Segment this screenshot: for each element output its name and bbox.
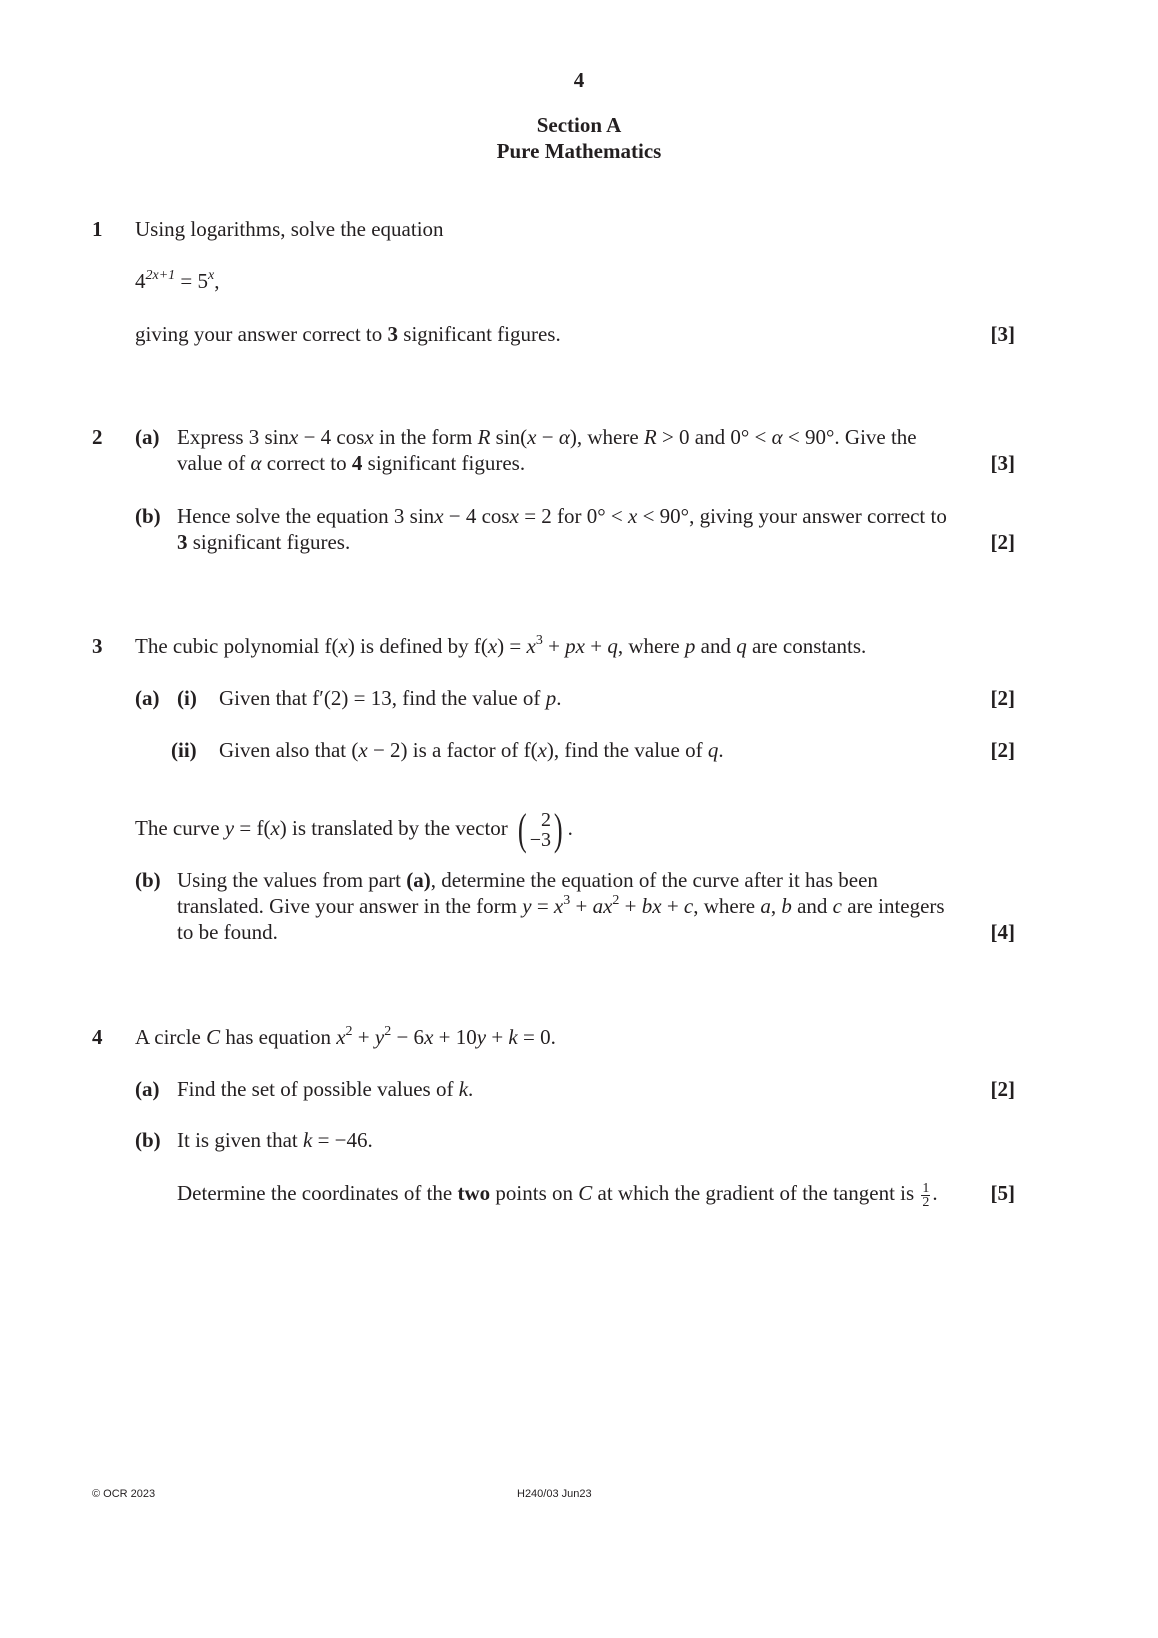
bold-text: 3 [387, 322, 399, 346]
section-subtitle: Pure Mathematics [496, 139, 662, 163]
math-variable: x [526, 634, 536, 658]
text-segment: to be found. [177, 920, 278, 944]
text-segment: + [570, 894, 593, 918]
part-label: (b) [135, 1128, 161, 1152]
math-variable: x [364, 425, 374, 449]
marks: [4] [990, 920, 1015, 944]
text-segment: ) is translated by the vector [279, 816, 508, 840]
math-variable: x [537, 738, 547, 762]
text-segment: + [619, 894, 642, 918]
math-variable: x [553, 894, 564, 918]
math-variable: ax [592, 894, 613, 918]
section-title: Section A [536, 113, 622, 137]
text-segment: The cubic polynomial f( [135, 634, 339, 658]
text-segment: + [661, 894, 684, 918]
math-variable: a [760, 894, 771, 918]
text-segment: − 4 cos [298, 425, 365, 449]
text-segment: significant figures. [187, 530, 351, 554]
text-segment: translated. Give your answer in the form [177, 894, 523, 918]
text-segment: correct to [261, 451, 352, 475]
marks: [2] [990, 1077, 1015, 1101]
question-text [135, 633, 866, 659]
part-label: (b) [135, 504, 161, 528]
math-variable: q [707, 738, 719, 762]
math-variable: x [434, 504, 444, 528]
text-segment: ), where [569, 425, 644, 449]
subpart-label: (ii) [171, 738, 197, 762]
text-segment: giving your answer correct to [135, 322, 388, 346]
math-variable: c [683, 894, 694, 918]
part-text [177, 424, 917, 450]
text-segment: value of [177, 451, 251, 475]
text-segment: . [468, 1077, 474, 1101]
superscript: 2 [384, 1024, 392, 1039]
superscript: 3 [535, 633, 543, 648]
text-segment: > 0 and 0° < [656, 425, 772, 449]
math-variable: y [224, 816, 235, 840]
superscript: 2x+1 [145, 268, 176, 283]
math-variable: x [487, 634, 498, 658]
punctuation: . [932, 1181, 938, 1205]
fraction-numerator: 1 [922, 1180, 930, 1196]
text-segment: + [585, 634, 608, 658]
marks: [2] [990, 686, 1015, 710]
footer-copyright: © OCR 2023 [92, 1488, 156, 1500]
bold-text: 4 [351, 451, 363, 475]
part-text [177, 1127, 373, 1153]
vector-bottom: −3 [529, 829, 551, 852]
math-variable: bx [641, 894, 662, 918]
text-segment: , determine the equation of the curve after it has been [430, 868, 878, 892]
question-text [135, 216, 444, 242]
question-text [135, 321, 561, 347]
math-variable: p [684, 634, 696, 658]
punctuation: . [567, 816, 573, 840]
math-variable: x [527, 425, 537, 449]
text-segment: are constants. [746, 634, 867, 658]
math-variable: k [508, 1025, 518, 1049]
math-variable: α [558, 425, 570, 449]
text-segment: − 6 [391, 1025, 425, 1049]
text-segment: , [770, 894, 782, 918]
fraction-denominator: 2 [922, 1194, 930, 1210]
part-label: (a) [135, 1077, 160, 1101]
text-segment: significant figures. [362, 451, 526, 475]
part-text [177, 1076, 473, 1102]
part-text [177, 450, 525, 476]
text-segment: − 2) is a factor of f( [367, 738, 538, 762]
text-segment: − 4 cos [443, 504, 510, 528]
part-text [177, 893, 945, 919]
text-segment: + [542, 634, 566, 658]
part-text [177, 867, 878, 893]
text-segment: Hence solve the equation 3 sin [177, 504, 435, 528]
text-segment: ) = [497, 634, 527, 658]
equation [135, 268, 219, 294]
bold-text: 3 [177, 530, 188, 554]
bold-text: (a) [406, 868, 431, 892]
text-segment: at which the gradient of the tangent is [592, 1181, 915, 1205]
text-segment: and [695, 634, 737, 658]
math-variable: q [736, 634, 747, 658]
marks: [2] [990, 530, 1015, 554]
text-segment: 4 [135, 269, 146, 293]
marks: [3] [990, 322, 1015, 346]
text-segment: are integers [841, 894, 945, 918]
math-variable: C [578, 1181, 593, 1205]
text-segment: . [718, 738, 724, 762]
determine-text [177, 1181, 914, 1205]
text-segment: = 0. [517, 1025, 556, 1049]
question-number: 3 [92, 634, 103, 658]
math-variable: px [565, 634, 585, 658]
math-variable: k [302, 1128, 313, 1152]
superscript: 3 [563, 893, 571, 908]
math-variable: R [643, 425, 657, 449]
math-variable: α [250, 451, 262, 475]
marks: [2] [990, 738, 1015, 762]
math-variable: p [545, 686, 557, 710]
math-variable: C [206, 1025, 221, 1049]
text-segment: ) is defined by f( [347, 634, 488, 658]
part-text [219, 685, 561, 711]
text-segment: = −46. [312, 1128, 373, 1152]
marks: [5] [990, 1181, 1015, 1205]
translation-text [135, 816, 508, 840]
page-number: 4 [573, 68, 585, 92]
math-variable: x [424, 1025, 434, 1049]
part-text [219, 737, 724, 763]
text-segment: Using logarithms, solve the equation [135, 217, 444, 241]
text-segment: = 2 for 0° < [518, 504, 629, 528]
math-variable: y [374, 1025, 385, 1049]
footer-paper-code: H240/03 Jun23 [517, 1488, 592, 1500]
text-segment: Using the values from part [177, 868, 407, 892]
bold-text: two [457, 1181, 491, 1205]
text-segment: It is given that [177, 1128, 303, 1152]
math-variable: x [358, 738, 368, 762]
text-segment: and [791, 894, 833, 918]
text-segment: Given also that ( [219, 738, 359, 762]
part-text [177, 503, 947, 529]
text-segment: = [531, 894, 554, 918]
math-variable: x [336, 1025, 346, 1049]
text-segment: points on [490, 1181, 579, 1205]
part-label: (a) [135, 425, 160, 449]
text-segment: , where [617, 634, 685, 658]
text-segment: + [352, 1025, 375, 1049]
vector-top: 2 [541, 809, 551, 832]
math-variable: x [628, 504, 638, 528]
math-variable: x [509, 504, 519, 528]
text-segment: = f( [234, 816, 271, 840]
part-label: (a) [135, 686, 160, 710]
text-segment: has equation [220, 1025, 337, 1049]
marks: [3] [990, 451, 1015, 475]
superscript: x [208, 268, 215, 283]
question-text [135, 1024, 556, 1050]
text-segment: sin( [490, 425, 528, 449]
part-text [177, 529, 350, 555]
part-text [177, 919, 278, 945]
text-segment: + [486, 1025, 509, 1049]
text-segment: < 90°, giving your answer correct to [637, 504, 947, 528]
column-vector: ( 2 −3 ) [517, 805, 563, 855]
question-number: 1 [92, 217, 103, 241]
text-segment: Find the set of possible values of [177, 1077, 459, 1101]
text-segment: Determine the coordinates of the [177, 1181, 458, 1205]
text-segment: Given that f′(2) = 13, find the value of [219, 686, 546, 710]
text-segment: . [556, 686, 562, 710]
question-text [135, 803, 573, 853]
math-variable: k [458, 1077, 469, 1101]
text-segment: Express 3 sin [177, 425, 289, 449]
math-variable: b [781, 894, 792, 918]
text-segment: < 90°. Give the [782, 425, 917, 449]
superscript: 2 [612, 893, 620, 908]
question-number: 4 [92, 1025, 103, 1049]
math-variable: c [832, 894, 842, 918]
math-variable: y [522, 894, 532, 918]
text-segment: + 10 [433, 1025, 477, 1049]
text-segment: in the form [373, 425, 478, 449]
subpart-label: (i) [177, 686, 197, 710]
math-variable: x [270, 816, 280, 840]
math-variable: y [476, 1025, 487, 1049]
math-variable: x [338, 634, 348, 658]
part-text [177, 1180, 938, 1209]
math-variable: R [477, 425, 491, 449]
text-segment: = 5 [175, 269, 209, 293]
text-segment: ), find the value of [546, 738, 708, 762]
text-segment: , where [693, 894, 761, 918]
text-segment: A circle [135, 1025, 207, 1049]
math-variable: α [771, 425, 783, 449]
text-segment: significant figures. [398, 322, 561, 346]
part-label: (b) [135, 868, 161, 892]
fraction-half [921, 1182, 930, 1209]
math-variable: x [289, 425, 299, 449]
text-segment: − [536, 425, 559, 449]
math-variable: q [607, 634, 618, 658]
text-segment: The curve [135, 816, 225, 840]
superscript: 2 [345, 1024, 353, 1039]
text-segment: , [214, 269, 220, 293]
question-number: 2 [92, 425, 103, 449]
